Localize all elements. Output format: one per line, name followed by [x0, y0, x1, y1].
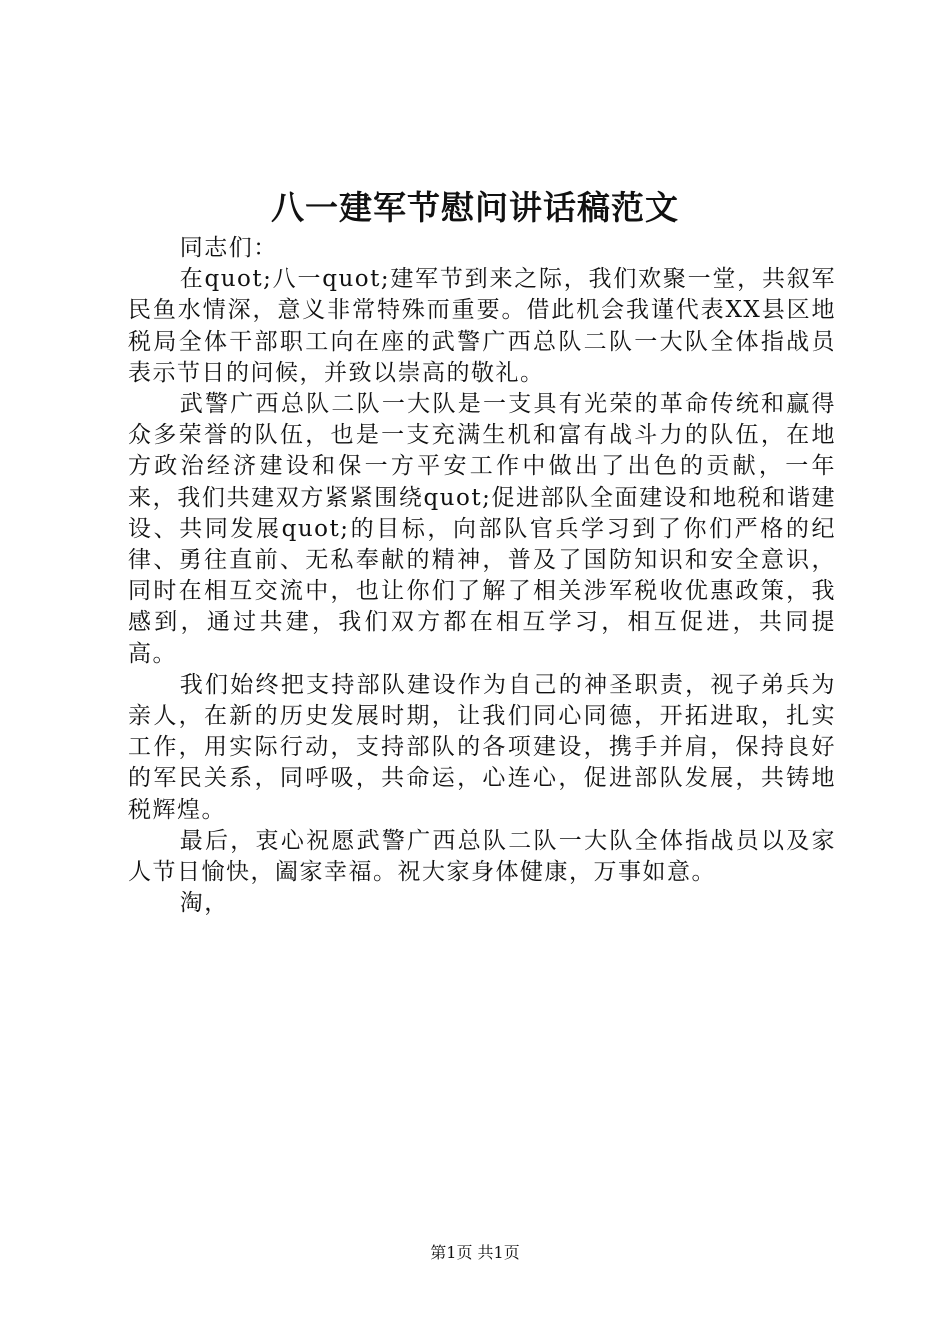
greeting: 同志们： — [179, 235, 278, 261]
document-body — [128, 233, 836, 919]
paragraph: 在quot;八一quot;建军节到来之际，我们欢聚一堂，共叙军民鱼水情深，意义非常特殊而重要。借此机会我谨代表XX县区地税局全体干部职工向在座的武警广西总队二队一大队全体指战员表示节日的问候，并致以崇高的敬礼。 — [128, 266, 836, 386]
paragraph: 武警广西总队二队一大队是一支具有光荣的革命传统和赢得众多荣誉的队伍，也是一支充满生机和富有战斗力的队伍，在地方政治经济建设和保一方平安工作中做出了出色的贡献，一年来，我们共建双方紧紧围绕quot;促进部队全面建设和地税和谐建设、共同发展quot;的目标，向部队官兵学习到了你们严格的纪律、勇往直前、无私奉献的精神，普及了国防知识和安全意识，同时在相互交流中，也让你们了解了相关涉军税收优惠政策，我感到，通过共建，我们双方都在相互学习，相互促进，共同提高。 — [128, 391, 836, 667]
paragraph: 最后，衷心祝愿武警广西总队二队一大队全体指战员以及家人节日愉快，阖家幸福。祝大家身体健康，万事如意。 — [128, 827, 836, 886]
paragraph: 淘， — [179, 890, 229, 917]
paragraph: 我们始终把支持部队建设作为自己的神圣职责，视子弟兵为亲人，在新的历史发展时期，让我们同心同德，开拓进取，扎实工作，用实际行动，支持部队的各项建设，携手并肩，保持良好的军民关系，同呼吸，共命运，心连心，促进部队发展，共铸地税辉煌。 — [128, 671, 836, 823]
document-title: 八一建军节慰问讲话稿范文 — [271, 188, 679, 227]
page-footer: 第1页 共1页 — [430, 1243, 520, 1262]
